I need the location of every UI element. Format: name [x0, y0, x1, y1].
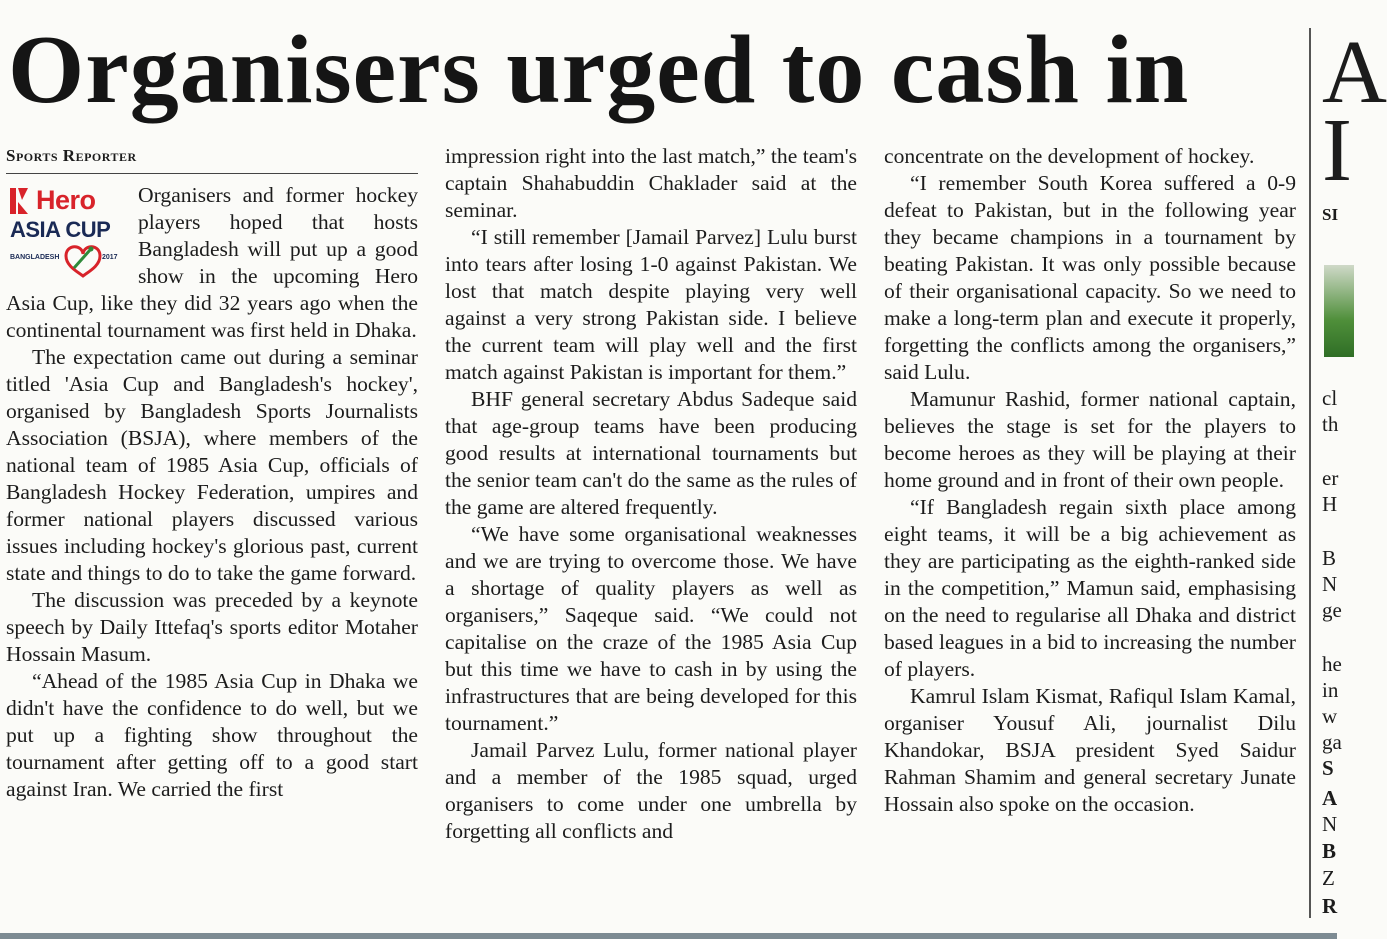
headline: Organisers urged to cash in	[8, 16, 1190, 124]
paragraph: The discussion was preceded by a keynote speech by Daily Ittefaq's sports editor Motaher Hossain Masum.	[6, 588, 418, 666]
paragraph: The expectation came out during a seminar titled 'Asia Cup and Bangladesh's hockey', organised by Bangladesh Sports Journalists Association (BSJA), where members of the national team of 1985 Asia Cup, officials of Bangladesh Hockey Federation, umpires and former national players discussed various issues including hockey's glorious past, current state and things to do to take the game forward.	[6, 345, 418, 585]
paragraph: Jamail Parvez Lulu, former national player and a member of the 1985 squad, urged organisers to come under one umbrella by forgetting all conflicts and	[445, 738, 857, 843]
hero-mark-icon	[10, 186, 30, 216]
logo-year: 2017	[102, 254, 118, 261]
article-column-3	[884, 143, 1296, 818]
paragraph: concentrate on the development of hockey.	[884, 144, 1255, 168]
adjacent-text-fragment: N	[1322, 812, 1338, 836]
article-column-2	[445, 143, 857, 845]
paragraph: Kamrul Islam Kismat, Rafiqul Islam Kamal, organiser Yousuf Ali, journalist Dilu Khandokar, BSJA president Syed Saidur Rahman Shamim and general secretary Junate Hossain also spoke on the occasion.	[884, 684, 1296, 816]
adjacent-text-fragment: Z	[1322, 866, 1335, 890]
byline: Sports Reporter	[6, 143, 418, 174]
adjacent-text-fragment: he	[1322, 652, 1342, 676]
paragraph: “I still remember [Jamail Parvez] Lulu burst into tears after losing 1-0 against Pakistan. We lost that match despite playing very well against a very strong Pakistan side. I believe the current team will play well and the first match against Pakistan is important for them.”	[445, 225, 857, 384]
adjacent-headline-letter: I	[1322, 101, 1352, 200]
paragraph: “I remember South Korea suffered a 0-9 defeat to Pakistan, but in the following year they became champions in a tournament by beating Pakistan. It was only possible because of their organisational capacity. So we need to make a long-term plan and execute it properly, forgetting the conflicts among the organisers,” said Lulu.	[884, 171, 1296, 384]
page-bottom-edge	[0, 933, 1337, 939]
logo-title: ASIA CUP	[10, 217, 111, 242]
adjacent-text-fragment: N	[1322, 572, 1338, 596]
hero-asia-cup-logo	[6, 184, 128, 280]
column-rule	[1309, 28, 1311, 918]
paragraph: “We have some organisational weaknesses and we are trying to overcome those. We have a shortage of quality players as well as organisers,” Saqeque said. “We could not capitalise on the craze of the 1985 Asia Cup but this time we have to cash in by using the infrastructures that are being developed for this tournament.”	[445, 522, 857, 735]
adjacent-text-fragment: S	[1322, 756, 1334, 780]
paragraph: “If Bangladesh regain sixth place among eight teams, it will be a big achievement as they are participating as the eighth-ranked side in the competition,” Mamun said, emphasising on the need to regularise all Dhaka and district based leagues in a bid to increasing the number of players.	[884, 495, 1296, 681]
logo-subtitle: BANGLADESH	[10, 254, 60, 261]
adjacent-article-fragment	[1312, 0, 1387, 939]
adjacent-photo	[1324, 265, 1354, 357]
adjacent-text-fragment: B	[1322, 546, 1337, 570]
adjacent-text-fragment: B	[1322, 839, 1337, 863]
hockey-emblem-icon	[60, 238, 106, 278]
adjacent-text-fragment: ga	[1322, 730, 1342, 754]
paragraph: Organisers and former hockey players hoped that hosts Bangladesh will put up a good show in the upcoming Hero Asia Cup, like they did 32 years ago when the continental tournament was first held in Dhaka.	[6, 183, 418, 342]
article-column-1	[6, 143, 418, 803]
adjacent-byline-fragment: SI	[1322, 205, 1339, 224]
logo-brand: Hero	[36, 185, 96, 215]
adjacent-text-fragment: A	[1322, 786, 1338, 810]
paragraph: Mamunur Rashid, former national captain, believes the stage is set for the players to become heroes as they will be playing at their home ground and in front of their own people.	[884, 387, 1296, 492]
adjacent-text-fragment: th	[1322, 412, 1339, 436]
adjacent-text-fragment: H	[1322, 492, 1338, 516]
paragraph: “Ahead of the 1985 Asia Cup in Dhaka we didn't have the confidence to do well, but we put up a fighting show throughout the tournament after getting off to a good start against Iran. We carried the first	[6, 669, 418, 801]
adjacent-text-fragment: ge	[1322, 598, 1342, 622]
adjacent-text-fragment: cl	[1322, 386, 1338, 410]
adjacent-text-fragment: in	[1322, 678, 1339, 702]
adjacent-headline-letter: A	[1322, 23, 1387, 122]
adjacent-text-fragment: er	[1322, 466, 1339, 490]
adjacent-text-fragment: R	[1322, 894, 1338, 918]
adjacent-text-fragment: w	[1322, 704, 1338, 728]
paragraph: BHF general secretary Abdus Sadeque said that age-group teams have been producing good results at international tournaments but the senior team can't do the same as the rules of the game are altered frequently.	[445, 387, 857, 519]
paragraph: impression right into the last match,” the team's captain Shahabuddin Chaklader said at the seminar.	[445, 144, 857, 222]
